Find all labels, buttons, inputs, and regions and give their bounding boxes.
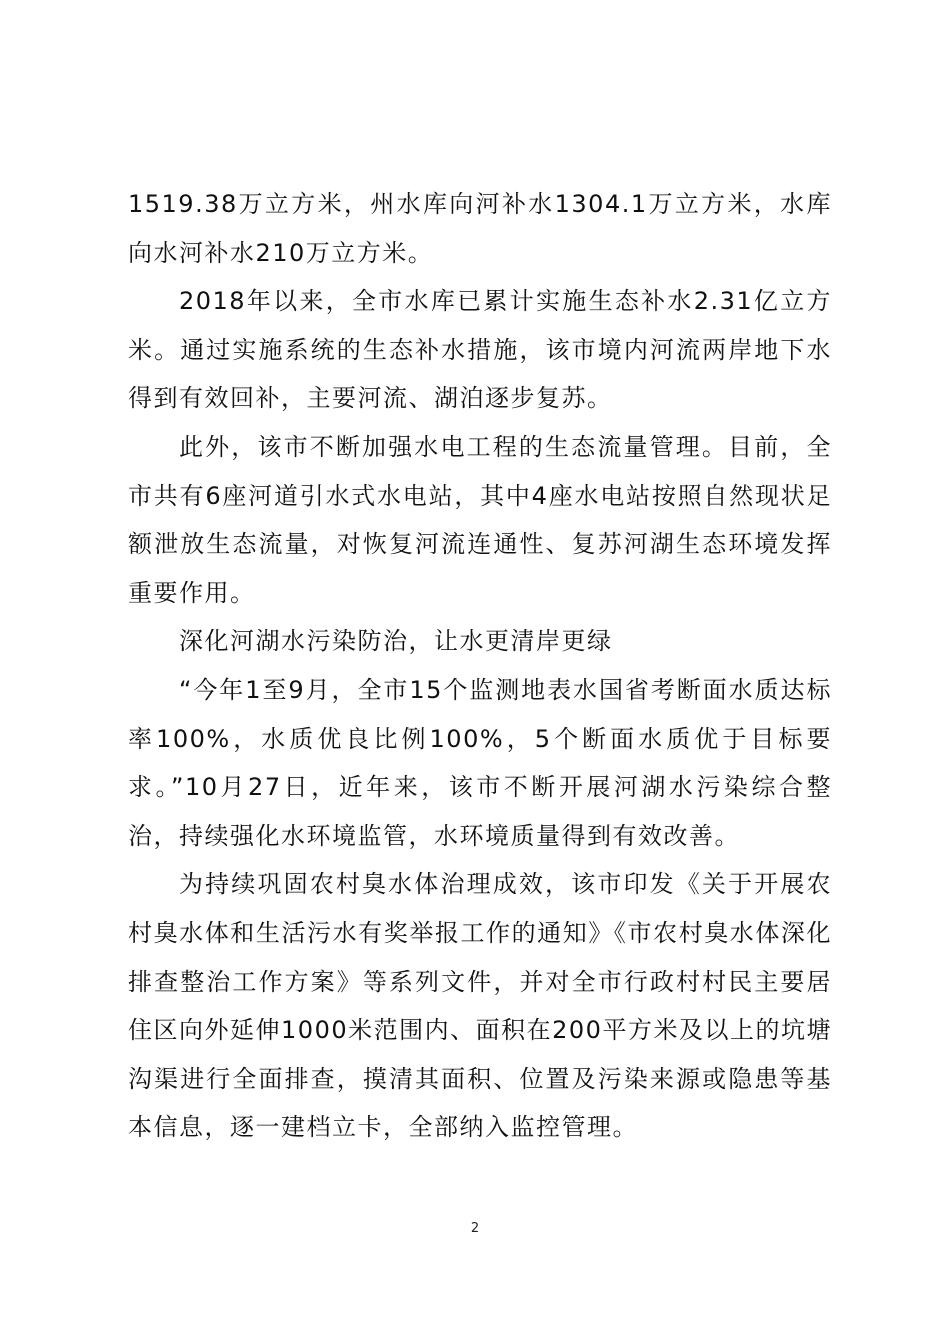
page-number: 2 — [470, 1221, 480, 1236]
body-text — [128, 180, 832, 1152]
paragraph-ecological-replenishment: 2018年以来，全市水库已累计实施生态补水2.31亿立方米。通过实施系统的生态补水措施，该市境内河流两岸地下水得到有效回补，主要河流、湖泊逐步复苏。 — [128, 287, 832, 413]
paragraph-continuation: 1519.38万立方米，州水库向河补水1304.1万立方米，水库向水河补水210万立方米。 — [128, 190, 832, 267]
paragraph-hydropower-flow: 此外，该市不断加强水电工程的生态流量管理。目前，全市共有6座河道引水式水电站，其中4座水电站按照自然现状足额泄放生态流量，对恢复河流连通性、复苏河湖生态环境发挥重要作用。 — [128, 432, 832, 607]
section-heading: 深化河湖水污染防治，让水更清岸更绿 — [179, 627, 613, 656]
paragraph-water-quality: “今年1至9月，全市15个监测地表水国省考断面水质达标率100%，水质优良比例100%，5个断面水质优于目标要求。”10月27日，近年来，该市不断开展河湖水污染综合整治，持续强化水环境监管，水环境质量得到有效改善。 — [128, 675, 832, 850]
paragraph-rural-black-water: 为持续巩固农村臭水体治理成效，该市印发《关于开展农村臭水体和生活污水有奖举报工作的通知》《市农村臭水体深化排查整治工作方案》等系列文件，并对全市行政村村民主要居住区向外延伸1000米范围内、面积在200平方米及以上的坑塘沟渠进行全面排查，摸清其面积、位置及污染来源或隐患等基本信息，逐一建档立卡，全部纳入监控管理。 — [128, 870, 832, 1142]
